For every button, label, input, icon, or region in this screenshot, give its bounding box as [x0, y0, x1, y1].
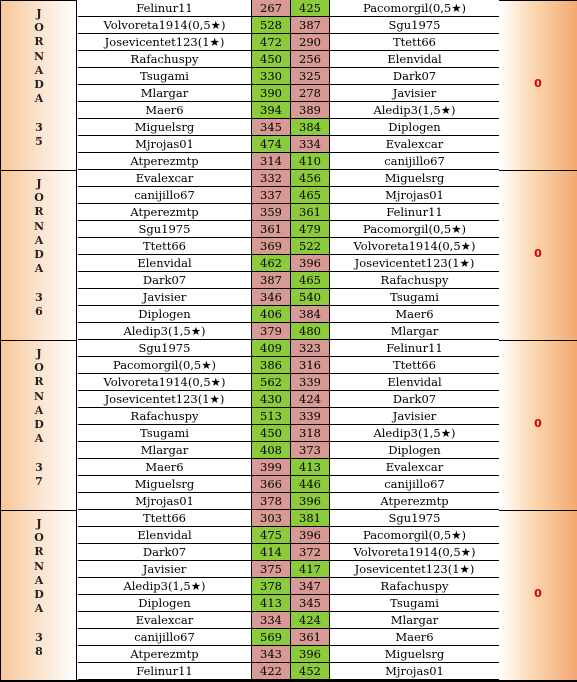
home-score: 330: [252, 68, 291, 84]
jornada-letter: R: [34, 545, 44, 559]
jornada-label-cell: [0, 170, 77, 340]
jornada-letter: O: [34, 21, 44, 35]
home-score: 369: [252, 238, 291, 254]
home-score: 378: [252, 493, 291, 509]
away-score: 522: [291, 238, 330, 254]
home-player: Atperezmtp: [78, 646, 252, 662]
home-player: Diplogen: [78, 306, 252, 322]
away-score: 381: [291, 510, 330, 526]
away-player: Felinur11: [330, 204, 500, 220]
jornada-letter: O: [34, 191, 44, 205]
home-score: 332: [252, 170, 291, 186]
home-player: Maer6: [78, 459, 252, 475]
away-score: 278: [291, 85, 330, 101]
match-row: [78, 221, 499, 238]
away-player: Maer6: [330, 306, 500, 322]
home-score: 379: [252, 323, 291, 339]
home-player: Elenvidal: [78, 527, 252, 543]
away-score: 387: [291, 17, 330, 33]
away-score: 425: [291, 0, 330, 16]
match-row: [78, 476, 499, 493]
home-player: Miguelsrg: [78, 476, 252, 492]
match-row: [78, 85, 499, 102]
match-row: [78, 340, 499, 357]
match-row: [78, 663, 499, 680]
away-score: 372: [291, 544, 330, 560]
home-player: Mjrojas01: [78, 136, 252, 152]
jornada-result-cell: [499, 170, 577, 340]
away-score: 347: [291, 578, 330, 594]
jornada-letter: 8: [35, 644, 43, 658]
home-player: Evalexcar: [78, 612, 252, 628]
away-player: Evalexcar: [330, 459, 500, 475]
home-score: 513: [252, 408, 291, 424]
jornada-letter: D: [34, 77, 44, 91]
match-row: [78, 51, 499, 68]
home-score: 462: [252, 255, 291, 271]
match-row: [78, 595, 499, 612]
jornada-block: [0, 340, 577, 510]
away-score: 256: [291, 51, 330, 67]
match-row: [78, 272, 499, 289]
match-row: [78, 408, 499, 425]
match-row: [78, 442, 499, 459]
home-score: 361: [252, 221, 291, 237]
match-list: [78, 340, 499, 510]
away-player: Ttett66: [330, 34, 500, 50]
away-player: Josevicentet123(1★): [330, 561, 500, 577]
away-player: Sgu1975: [330, 17, 500, 33]
home-score: 413: [252, 595, 291, 611]
home-player: Rafachuspy: [78, 408, 252, 424]
jornada-letter: 7: [35, 474, 43, 488]
away-score: 446: [291, 476, 330, 492]
away-score: 480: [291, 323, 330, 339]
jornada-letter: 6: [35, 304, 43, 318]
home-score: 337: [252, 187, 291, 203]
jornada-vertical-label: [29, 7, 49, 149]
away-player: Diplogen: [330, 442, 500, 458]
match-row: [78, 646, 499, 663]
home-player: Javisier: [78, 561, 252, 577]
away-player: Miguelsrg: [330, 646, 500, 662]
jornada-letter: N: [33, 559, 45, 573]
match-row: [78, 170, 499, 187]
away-score: 389: [291, 102, 330, 118]
home-score: 399: [252, 459, 291, 475]
home-player: Dark07: [78, 544, 252, 560]
home-score: 406: [252, 306, 291, 322]
away-score: 452: [291, 663, 330, 679]
home-player: Mlargar: [78, 442, 252, 458]
jornada-result-value: 0: [534, 587, 542, 600]
match-list: [78, 510, 499, 680]
away-player: Javisier: [330, 408, 500, 424]
jornada-letter: R: [34, 205, 44, 219]
match-row: [78, 187, 499, 204]
match-row: [78, 357, 499, 374]
away-score: 396: [291, 493, 330, 509]
away-player: Dark07: [330, 391, 500, 407]
jornada-letter: A: [34, 403, 44, 417]
away-player: Mjrojas01: [330, 663, 500, 679]
home-score: 409: [252, 340, 291, 356]
jornada-letter: R: [34, 35, 44, 49]
jornada-vertical-label: [29, 517, 49, 659]
jornada-letter: N: [33, 389, 45, 403]
home-player: Atperezmtp: [78, 153, 252, 169]
away-player: Rafachuspy: [330, 272, 500, 288]
home-score: 343: [252, 646, 291, 662]
match-row: [78, 34, 499, 51]
home-player: canijillo67: [78, 187, 252, 203]
home-score: 394: [252, 102, 291, 118]
jornada-letter: 3: [35, 120, 43, 134]
home-player: Sgu1975: [78, 340, 252, 356]
jornada-letter: A: [34, 262, 44, 276]
home-player: Josevicentet123(1★): [78, 34, 252, 50]
home-player: Tsugami: [78, 425, 252, 441]
match-row: [78, 374, 499, 391]
home-score: 475: [252, 527, 291, 543]
match-row: [78, 306, 499, 323]
match-row: [78, 391, 499, 408]
away-score: 540: [291, 289, 330, 305]
away-score: 396: [291, 255, 330, 271]
away-score: 424: [291, 612, 330, 628]
away-score: 361: [291, 629, 330, 645]
away-player: Mlargar: [330, 323, 500, 339]
match-row: [78, 459, 499, 476]
jornada-letter: O: [34, 531, 44, 545]
jornada-letter: J: [36, 347, 42, 360]
away-player: Josevicentet123(1★): [330, 255, 500, 271]
away-player: Volvoreta1914(0,5★): [330, 238, 500, 254]
home-player: Volvoreta1914(0,5★): [78, 17, 252, 33]
home-player: Dark07: [78, 272, 252, 288]
home-score: 422: [252, 663, 291, 679]
jornada-letter: D: [34, 417, 44, 431]
jornada-label-cell: [0, 340, 77, 510]
match-row: [78, 493, 499, 510]
away-score: 396: [291, 527, 330, 543]
home-score: 267: [252, 0, 291, 16]
match-row: [78, 612, 499, 629]
away-player: Miguelsrg: [330, 170, 500, 186]
home-player: Elenvidal: [78, 255, 252, 271]
away-player: Pacomorgil(0,5★): [330, 221, 500, 237]
away-player: canijillo67: [330, 153, 500, 169]
jornada-letter: A: [34, 432, 44, 446]
match-list: [78, 170, 499, 340]
match-row: [78, 561, 499, 578]
away-player: Tsugami: [330, 289, 500, 305]
away-score: 465: [291, 272, 330, 288]
home-player: Josevicentet123(1★): [78, 391, 252, 407]
away-player: Pacomorgil(0,5★): [330, 0, 500, 16]
home-score: 450: [252, 425, 291, 441]
jornada-letter: J: [36, 517, 42, 530]
home-score: 528: [252, 17, 291, 33]
away-player: Aledip3(1,5★): [330, 102, 500, 118]
home-score: 359: [252, 204, 291, 220]
home-player: Evalexcar: [78, 170, 252, 186]
home-score: 303: [252, 510, 291, 526]
away-player: Tsugami: [330, 595, 500, 611]
match-row: [78, 153, 499, 170]
away-score: 323: [291, 340, 330, 356]
away-score: 290: [291, 34, 330, 50]
away-player: Sgu1975: [330, 510, 500, 526]
match-row: [78, 425, 499, 442]
away-score: 339: [291, 408, 330, 424]
home-score: 390: [252, 85, 291, 101]
away-player: Mjrojas01: [330, 187, 500, 203]
away-score: 334: [291, 136, 330, 152]
away-player: Maer6: [330, 629, 500, 645]
jornada-letter: R: [34, 375, 44, 389]
home-player: Pacomorgil(0,5★): [78, 357, 252, 373]
match-row: [78, 204, 499, 221]
home-score: 562: [252, 374, 291, 390]
home-score: 408: [252, 442, 291, 458]
away-player: Pacomorgil(0,5★): [330, 527, 500, 543]
away-score: 384: [291, 119, 330, 135]
home-score: 375: [252, 561, 291, 577]
jornada-block: [0, 170, 577, 340]
match-row: [78, 102, 499, 119]
jornada-letter: A: [34, 63, 44, 77]
match-row: [78, 289, 499, 306]
away-score: 417: [291, 561, 330, 577]
home-player: Mlargar: [78, 85, 252, 101]
jornada-letter: A: [34, 233, 44, 247]
away-player: Felinur11: [330, 340, 500, 356]
match-row: [78, 238, 499, 255]
home-score: 386: [252, 357, 291, 373]
home-player: Miguelsrg: [78, 119, 252, 135]
away-score: 424: [291, 391, 330, 407]
home-player: Diplogen: [78, 595, 252, 611]
home-score: 474: [252, 136, 291, 152]
away-score: 373: [291, 442, 330, 458]
home-score: 387: [252, 272, 291, 288]
match-row: [78, 527, 499, 544]
away-player: Javisier: [330, 85, 500, 101]
home-score: 430: [252, 391, 291, 407]
away-score: 465: [291, 187, 330, 203]
home-score: 569: [252, 629, 291, 645]
home-score: 345: [252, 119, 291, 135]
home-player: Aledip3(1,5★): [78, 323, 252, 339]
jornada-result-value: 0: [534, 77, 542, 90]
match-list: [78, 0, 499, 170]
home-score: 346: [252, 289, 291, 305]
match-row: [78, 510, 499, 527]
home-score: 414: [252, 544, 291, 560]
match-row: [78, 544, 499, 561]
away-player: canijillo67: [330, 476, 500, 492]
jornada-letter: D: [34, 587, 44, 601]
home-player: Volvoreta1914(0,5★): [78, 374, 252, 390]
match-row: [78, 119, 499, 136]
away-score: 456: [291, 170, 330, 186]
jornada-letter: D: [34, 247, 44, 261]
home-score: 450: [252, 51, 291, 67]
home-player: Atperezmtp: [78, 204, 252, 220]
home-player: Ttett66: [78, 510, 252, 526]
jornada-letter: J: [36, 177, 42, 190]
jornada-letter: O: [34, 361, 44, 375]
away-score: 318: [291, 425, 330, 441]
home-player: Maer6: [78, 102, 252, 118]
jornada-result-value: 0: [534, 417, 542, 430]
away-score: 410: [291, 153, 330, 169]
jornada-letter: 3: [35, 290, 43, 304]
away-player: Ttett66: [330, 357, 500, 373]
away-player: Elenvidal: [330, 51, 500, 67]
home-player: Tsugami: [78, 68, 252, 84]
away-player: Diplogen: [330, 119, 500, 135]
jornada-vertical-label: [29, 177, 49, 319]
jornada-result-cell: [499, 0, 577, 170]
jornada-result-value: 0: [534, 247, 542, 260]
home-player: Javisier: [78, 289, 252, 305]
away-player: Mlargar: [330, 612, 500, 628]
away-score: 384: [291, 306, 330, 322]
match-row: [78, 629, 499, 646]
jornada-letter: A: [34, 92, 44, 106]
jornada-letter: N: [33, 219, 45, 233]
home-player: Mjrojas01: [78, 493, 252, 509]
jornada-letter: 5: [35, 134, 43, 148]
match-row: [78, 255, 499, 272]
home-score: 314: [252, 153, 291, 169]
jornada-letter: N: [33, 49, 45, 63]
jornada-label-cell: [0, 510, 77, 680]
away-player: Aledip3(1,5★): [330, 425, 500, 441]
jornada-letter: A: [34, 573, 44, 587]
jornada-block: [0, 510, 577, 680]
away-player: Elenvidal: [330, 374, 500, 390]
jornada-label-cell: [0, 0, 77, 170]
away-score: 345: [291, 595, 330, 611]
jornada-letter: J: [36, 7, 42, 20]
match-row: [78, 68, 499, 85]
jornada-block: [0, 0, 577, 170]
home-player: Ttett66: [78, 238, 252, 254]
home-player: Felinur11: [78, 0, 252, 16]
home-player: Aledip3(1,5★): [78, 578, 252, 594]
match-row: [78, 0, 499, 17]
home-player: Rafachuspy: [78, 51, 252, 67]
away-player: Volvoreta1914(0,5★): [330, 544, 500, 560]
jornada-result-cell: [499, 510, 577, 680]
home-player: Felinur11: [78, 663, 252, 679]
match-row: [78, 136, 499, 153]
jornada-letter: A: [34, 602, 44, 616]
home-score: 472: [252, 34, 291, 50]
jornada-letter: 3: [35, 630, 43, 644]
away-score: 361: [291, 204, 330, 220]
match-row: [78, 578, 499, 595]
jornada-result-cell: [499, 340, 577, 510]
away-score: 396: [291, 646, 330, 662]
away-score: 413: [291, 459, 330, 475]
jornada-letter: 3: [35, 460, 43, 474]
away-score: 316: [291, 357, 330, 373]
away-player: Evalexcar: [330, 136, 500, 152]
away-player: Atperezmtp: [330, 493, 500, 509]
away-player: Dark07: [330, 68, 500, 84]
away-score: 325: [291, 68, 330, 84]
away-score: 339: [291, 374, 330, 390]
home-score: 378: [252, 578, 291, 594]
home-score: 366: [252, 476, 291, 492]
away-player: Rafachuspy: [330, 578, 500, 594]
home-score: 334: [252, 612, 291, 628]
home-player: Sgu1975: [78, 221, 252, 237]
home-player: canijillo67: [78, 629, 252, 645]
match-row: [78, 323, 499, 340]
jornada-vertical-label: [29, 347, 49, 489]
away-score: 479: [291, 221, 330, 237]
match-row: [78, 17, 499, 34]
